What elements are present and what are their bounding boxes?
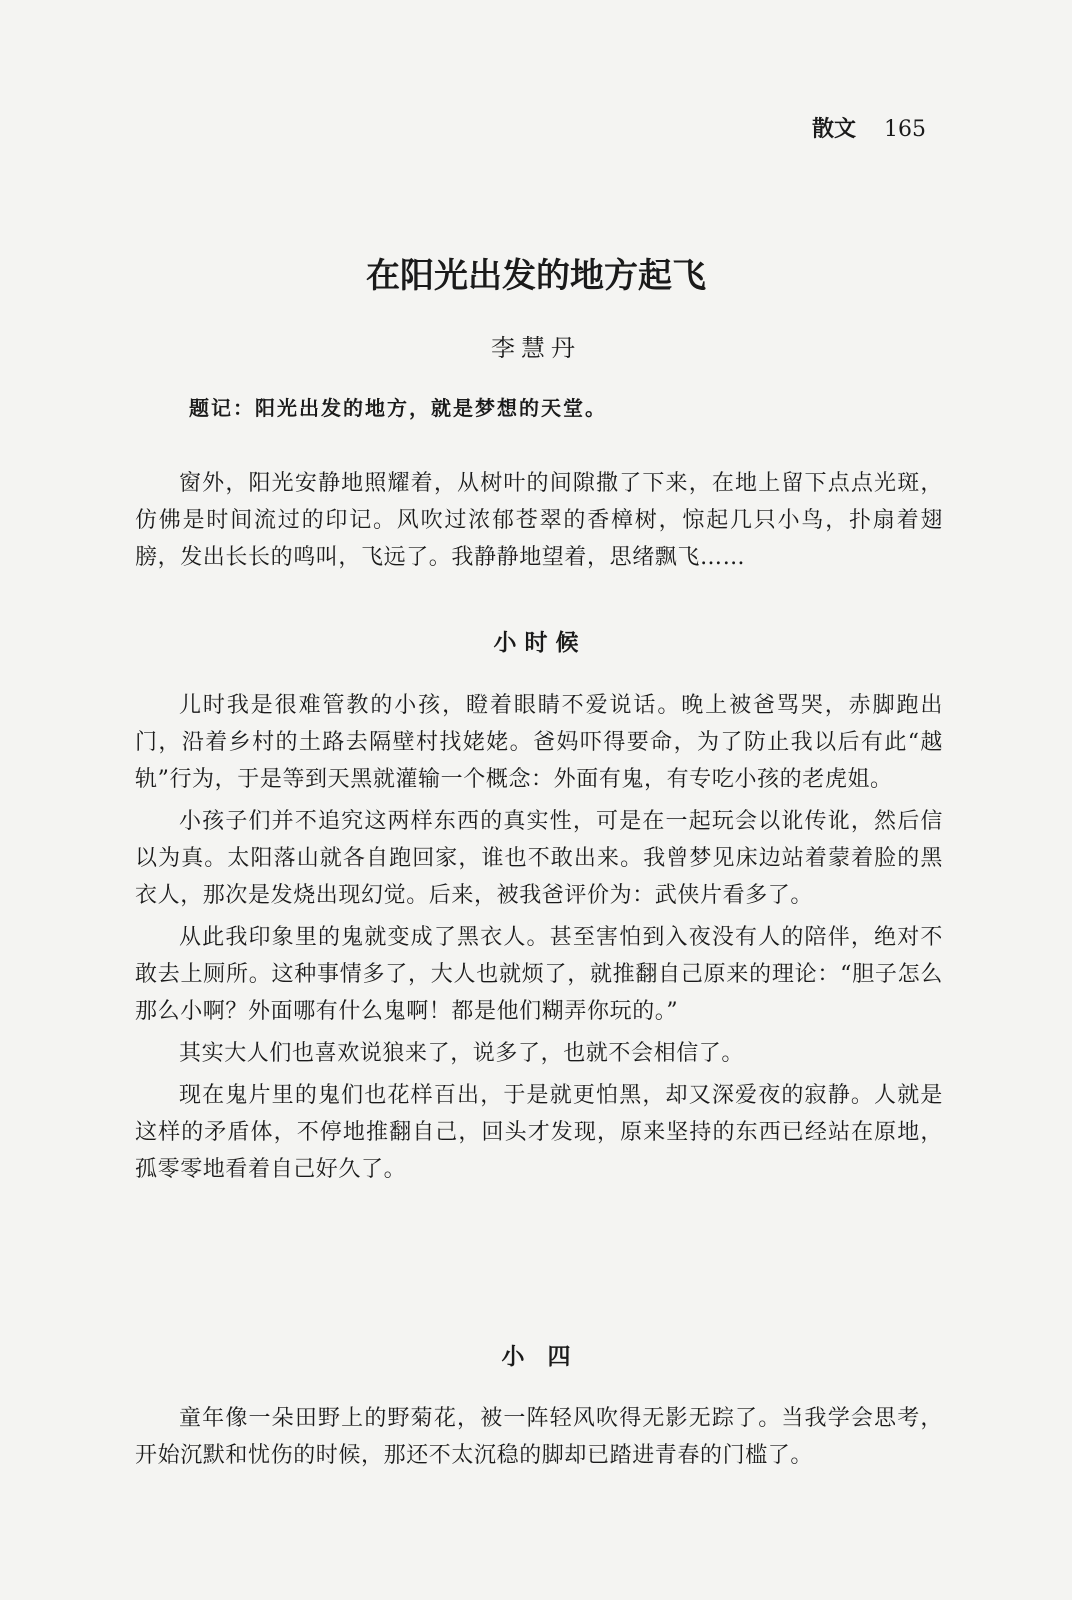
paragraph: 窗外，阳光安静地照耀着，从树叶的间隙撒了下来，在地上留下点点光斑，仿佛是时间流过的印记。风吹过浓郁苍翠的香樟树，惊起几只小鸟，扑扇着翅膀，发出长长的鸣叫，飞远了。我静静地望着，思绪飘飞…… bbox=[135, 471, 943, 570]
paragraph: 其实大人们也喜欢说狼来了，说多了，也就不会相信了。 bbox=[179, 1041, 745, 1066]
section-heading: 小 时 候 bbox=[493, 630, 579, 656]
section-body bbox=[135, 687, 943, 1188]
author-name: 李慧丹 bbox=[491, 334, 581, 362]
section-body bbox=[135, 1400, 943, 1474]
paragraph: 从此我印象里的鬼就变成了黑衣人。甚至害怕到入夜没有人的陪伴，绝对不敢去上厕所。这种事情多了，大人也就烦了，就推翻自己原来的理论：“胆子怎么那么小啊？外面哪有什么鬼啊！都是他们糊弄你玩的。” bbox=[135, 925, 943, 1024]
running-header bbox=[812, 112, 926, 143]
epigraph: 题记：阳光出发的地方，就是梦想的天堂。 bbox=[189, 396, 607, 420]
page-number: 165 bbox=[884, 117, 926, 142]
paragraph: 小孩子们并不追究这两样东西的真实性，可是在一起玩会以讹传讹，然后信以为真。太阳落山就各自跑回家，谁也不敢出来。我曾梦见床边站着蒙着脸的黑衣人，那次是发烧出现幻觉。后来，被我爸评价为：武侠片看多了。 bbox=[135, 809, 943, 908]
article-title: 在阳光出发的地方起飞 bbox=[366, 256, 706, 296]
intro-block bbox=[135, 465, 943, 576]
section-name: 散文 bbox=[811, 117, 856, 142]
section-heading: 小 四 bbox=[501, 1344, 571, 1370]
paragraph: 儿时我是很难管教的小孩，瞪着眼睛不爱说话。晚上被爸骂哭，赤脚跑出门，沿着乡村的土路去隔壁村找姥姥。爸妈吓得要命，为了防止我以后有此“越轨”行为，于是等到天黑就灌输一个概念：外面有鬼，有专吃小孩的老虎姐。 bbox=[135, 693, 943, 792]
paragraph: 现在鬼片里的鬼们也花样百出，于是就更怕黑，却又深爱夜的寂静。人就是这样的矛盾体，不停地推翻自己，回头才发现，原来坚持的东西已经站在原地，孤零零地看着自己好久了。 bbox=[135, 1083, 943, 1182]
paragraph: 童年像一朵田野上的野菊花，被一阵轻风吹得无影无踪了。当我学会思考，开始沉默和忧伤的时候，那还不太沉稳的脚却已踏进青春的门槛了。 bbox=[135, 1406, 943, 1468]
